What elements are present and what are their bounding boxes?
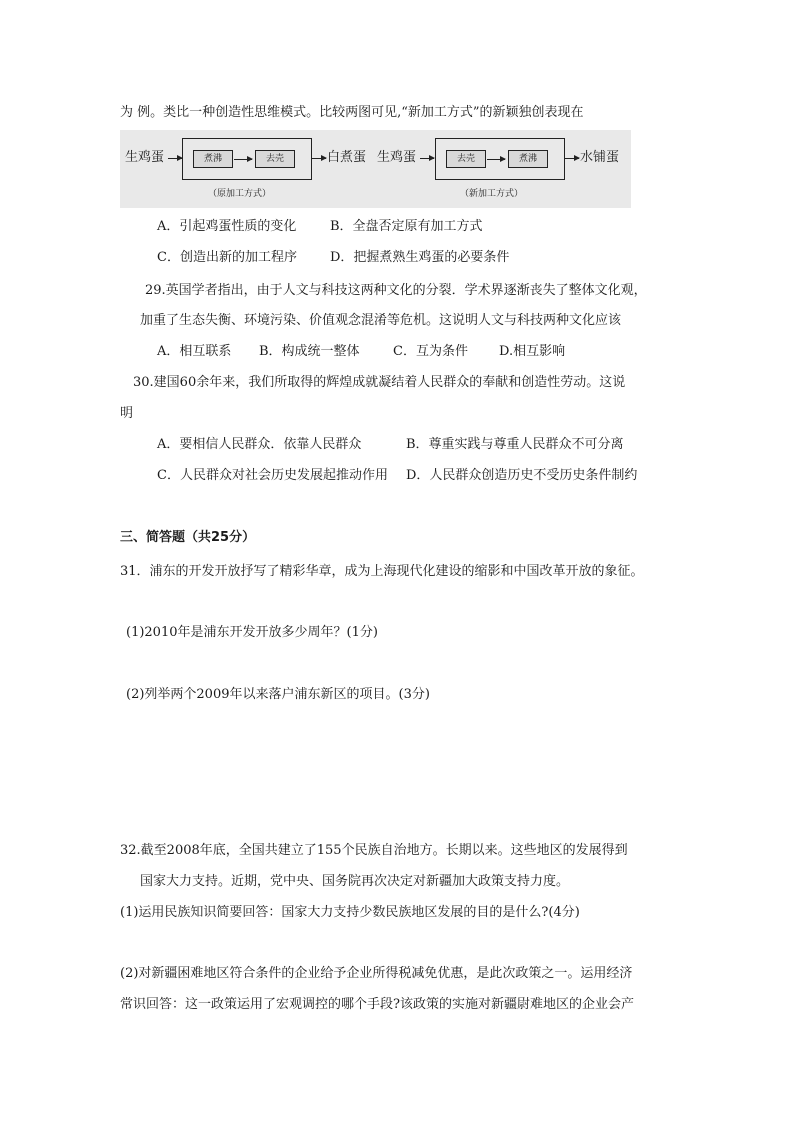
left-process-box bbox=[182, 138, 312, 180]
right-end-label: 水铺蛋 bbox=[580, 150, 620, 165]
arrow-icon bbox=[234, 159, 252, 160]
q30-line1: 30.建国60余年来，我们所取得的辉煌成就凝结着人民群众的奉献和创造性劳动。这说 bbox=[133, 375, 626, 390]
q28-option-d: D．把握煮熟生鸡蛋的必要条件 bbox=[330, 250, 510, 265]
q30-option-b: B．尊重实践与尊重人民群众不可分离 bbox=[406, 437, 624, 452]
right-step2: 煮沸 bbox=[508, 150, 548, 168]
arrow-icon bbox=[420, 158, 434, 159]
q30-option-d: D．人民群众创造历史不受历史条件制约 bbox=[406, 468, 638, 483]
q32-line1: 32.截至2008年底，全国共建立了155个民族自治地方。长期以来。这些地区的发展得到 bbox=[120, 843, 628, 858]
arrow-icon bbox=[168, 158, 182, 159]
q30-line2: 明 bbox=[120, 406, 134, 421]
left-start-label: 生鸡蛋 bbox=[125, 150, 165, 165]
right-process-box bbox=[435, 138, 565, 180]
left-step2: 去壳 bbox=[255, 150, 295, 168]
left-step1: 煮沸 bbox=[193, 150, 233, 168]
q28-stem: 为 例。类比一种创造性思维模式。比较两图可见,“新加工方式”的新颖独创表现在 bbox=[120, 105, 584, 120]
q32-sub2-line2: 常识回答：这一政策运用了宏观调控的哪个手段?该政策的实施对新疆尉难地区的企业会产 bbox=[120, 997, 634, 1012]
q28-option-c: C．创造出新的加工程序 bbox=[157, 250, 297, 265]
egg-process-diagram bbox=[120, 130, 631, 208]
q30-option-a: A．要相信人民群众．依靠人民群众 bbox=[157, 437, 362, 452]
right-start-label: 生鸡蛋 bbox=[377, 150, 417, 165]
q31-sub1: (1)2010年是浦东开发开放多少周年？(1分) bbox=[126, 625, 378, 640]
q29-option-d: D.相互影响 bbox=[499, 344, 566, 359]
q29-option-b: B．构成统一整体 bbox=[259, 344, 360, 359]
q32-sub2-line1: (2)对新疆困难地区符合条件的企业给予企业所得税减免优惠，是此次政策之一。运用经济 bbox=[120, 966, 633, 981]
q31-sub2: (2)列举两个2009年以来落户浦东新区的项目。(3分) bbox=[126, 687, 430, 702]
right-step1: 去壳 bbox=[446, 150, 486, 168]
right-caption: （新加工方式） bbox=[460, 189, 524, 199]
q30-option-c: C．人民群众对社会历史发展起推动作用 bbox=[157, 468, 388, 483]
q28-option-b: B．全盘否定原有加工方式 bbox=[330, 219, 483, 234]
arrow-icon bbox=[487, 159, 505, 160]
q31-stem: 31．浦东的开发开放抒写了精彩华章，成为上海现代化建设的缩影和中国改革开放的象征。 bbox=[120, 564, 644, 579]
q29-option-c: C．互为条件 bbox=[393, 344, 468, 359]
left-end-label: 白煮蛋 bbox=[327, 150, 367, 165]
left-caption: （原加工方式） bbox=[208, 189, 272, 199]
q28-option-a: A．引起鸡蛋性质的变化 bbox=[157, 219, 297, 234]
q32-line2: 国家大力支持。近期，党中央、国务院再次决定对新疆加大政策支持力度。 bbox=[140, 874, 570, 889]
q29-line2: 加重了生态失衡、环境污染、价值观念混淆等危机。这说明人文与科技两种文化应该 bbox=[140, 313, 622, 328]
arrow-icon bbox=[565, 158, 579, 159]
q32-sub1: (1)运用民族知识简要回答：国家大力支持少数民族地区发展的目的是什么?(4分) bbox=[120, 905, 580, 920]
arrow-icon bbox=[312, 158, 326, 159]
section-heading: 三、简答题（共25分） bbox=[120, 530, 256, 545]
q29-line1: 29.英国学者指出，由于人文与科技这两种文化的分裂．学术界逐渐丧失了整体文化观， bbox=[145, 283, 647, 298]
q29-option-a: A．相互联系 bbox=[157, 344, 232, 359]
